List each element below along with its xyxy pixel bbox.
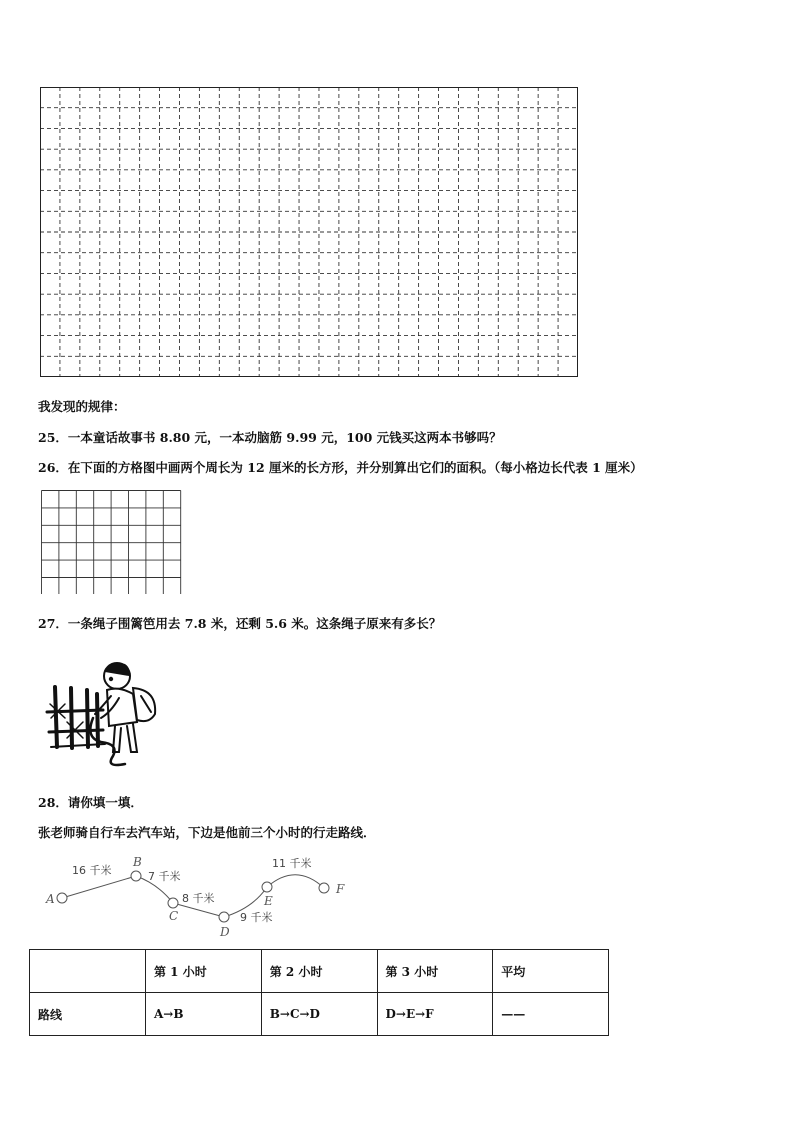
rule-label: 我发现的规律： bbox=[38, 399, 126, 414]
point-e bbox=[262, 882, 272, 892]
boy-fence-illustration bbox=[45, 652, 163, 770]
route-diagram bbox=[38, 850, 358, 940]
segment-label-cd: 8 千米 bbox=[182, 892, 215, 905]
question-27: 27．一条绳子围篱笆用去 7.8 米，还剩 5.6 米。这条绳子原来有多长？ bbox=[38, 616, 442, 631]
table-header-cell bbox=[30, 950, 146, 993]
segment-label-de: 9 千米 bbox=[240, 911, 273, 924]
table-cell: B→C→D bbox=[261, 993, 377, 1036]
label-d: D bbox=[220, 925, 230, 939]
segment-label-ab: 16 千米 bbox=[72, 864, 112, 877]
point-a bbox=[57, 893, 67, 903]
label-e: E bbox=[264, 894, 273, 908]
table-header-cell: 第 3 小时 bbox=[377, 950, 493, 993]
point-d bbox=[219, 912, 229, 922]
route-segment-cd bbox=[173, 903, 224, 917]
question-28-intro: 张老师骑自行车去汽车站，下边是他前三个小时的行走路线． bbox=[38, 825, 376, 840]
point-f bbox=[319, 883, 329, 893]
table-cell: 路线 bbox=[30, 993, 146, 1036]
route-segment-ef bbox=[267, 875, 324, 888]
segment-label-bc: 7 千米 bbox=[148, 870, 181, 883]
table-header-cell: 第 2 小时 bbox=[261, 950, 377, 993]
question-25: 25．一本童话故事书 8.80 元，一本动脑筋 9.99 元，100 元钱买这两本书够吗？ bbox=[38, 430, 502, 445]
label-f: F bbox=[336, 882, 345, 896]
table-cell: D→E→F bbox=[377, 993, 493, 1036]
label-c: C bbox=[169, 909, 179, 923]
table-cell: A→B bbox=[146, 993, 262, 1036]
question-26: 26．在下面的方格图中画两个周长为 12 厘米的长方形，并分别算出它们的面积。（每小格边长代表 1 厘米） bbox=[38, 460, 643, 475]
point-c bbox=[168, 898, 178, 908]
question-28: 28．请你填一填． bbox=[38, 795, 143, 810]
writing-grid bbox=[40, 87, 578, 377]
table-header-row bbox=[30, 950, 609, 993]
route-segment-ab bbox=[62, 876, 136, 898]
table-cell: —— bbox=[493, 993, 609, 1036]
segment-label-ef: 11 千米 bbox=[272, 857, 312, 870]
table-header-cell: 第 1 小时 bbox=[146, 950, 262, 993]
label-a: A bbox=[46, 892, 55, 906]
route-table bbox=[29, 949, 609, 1036]
square-grid bbox=[41, 490, 182, 594]
table-header-cell: 平均 bbox=[493, 950, 609, 993]
point-b bbox=[131, 871, 141, 881]
table-row bbox=[30, 993, 609, 1036]
label-b: B bbox=[133, 855, 142, 869]
